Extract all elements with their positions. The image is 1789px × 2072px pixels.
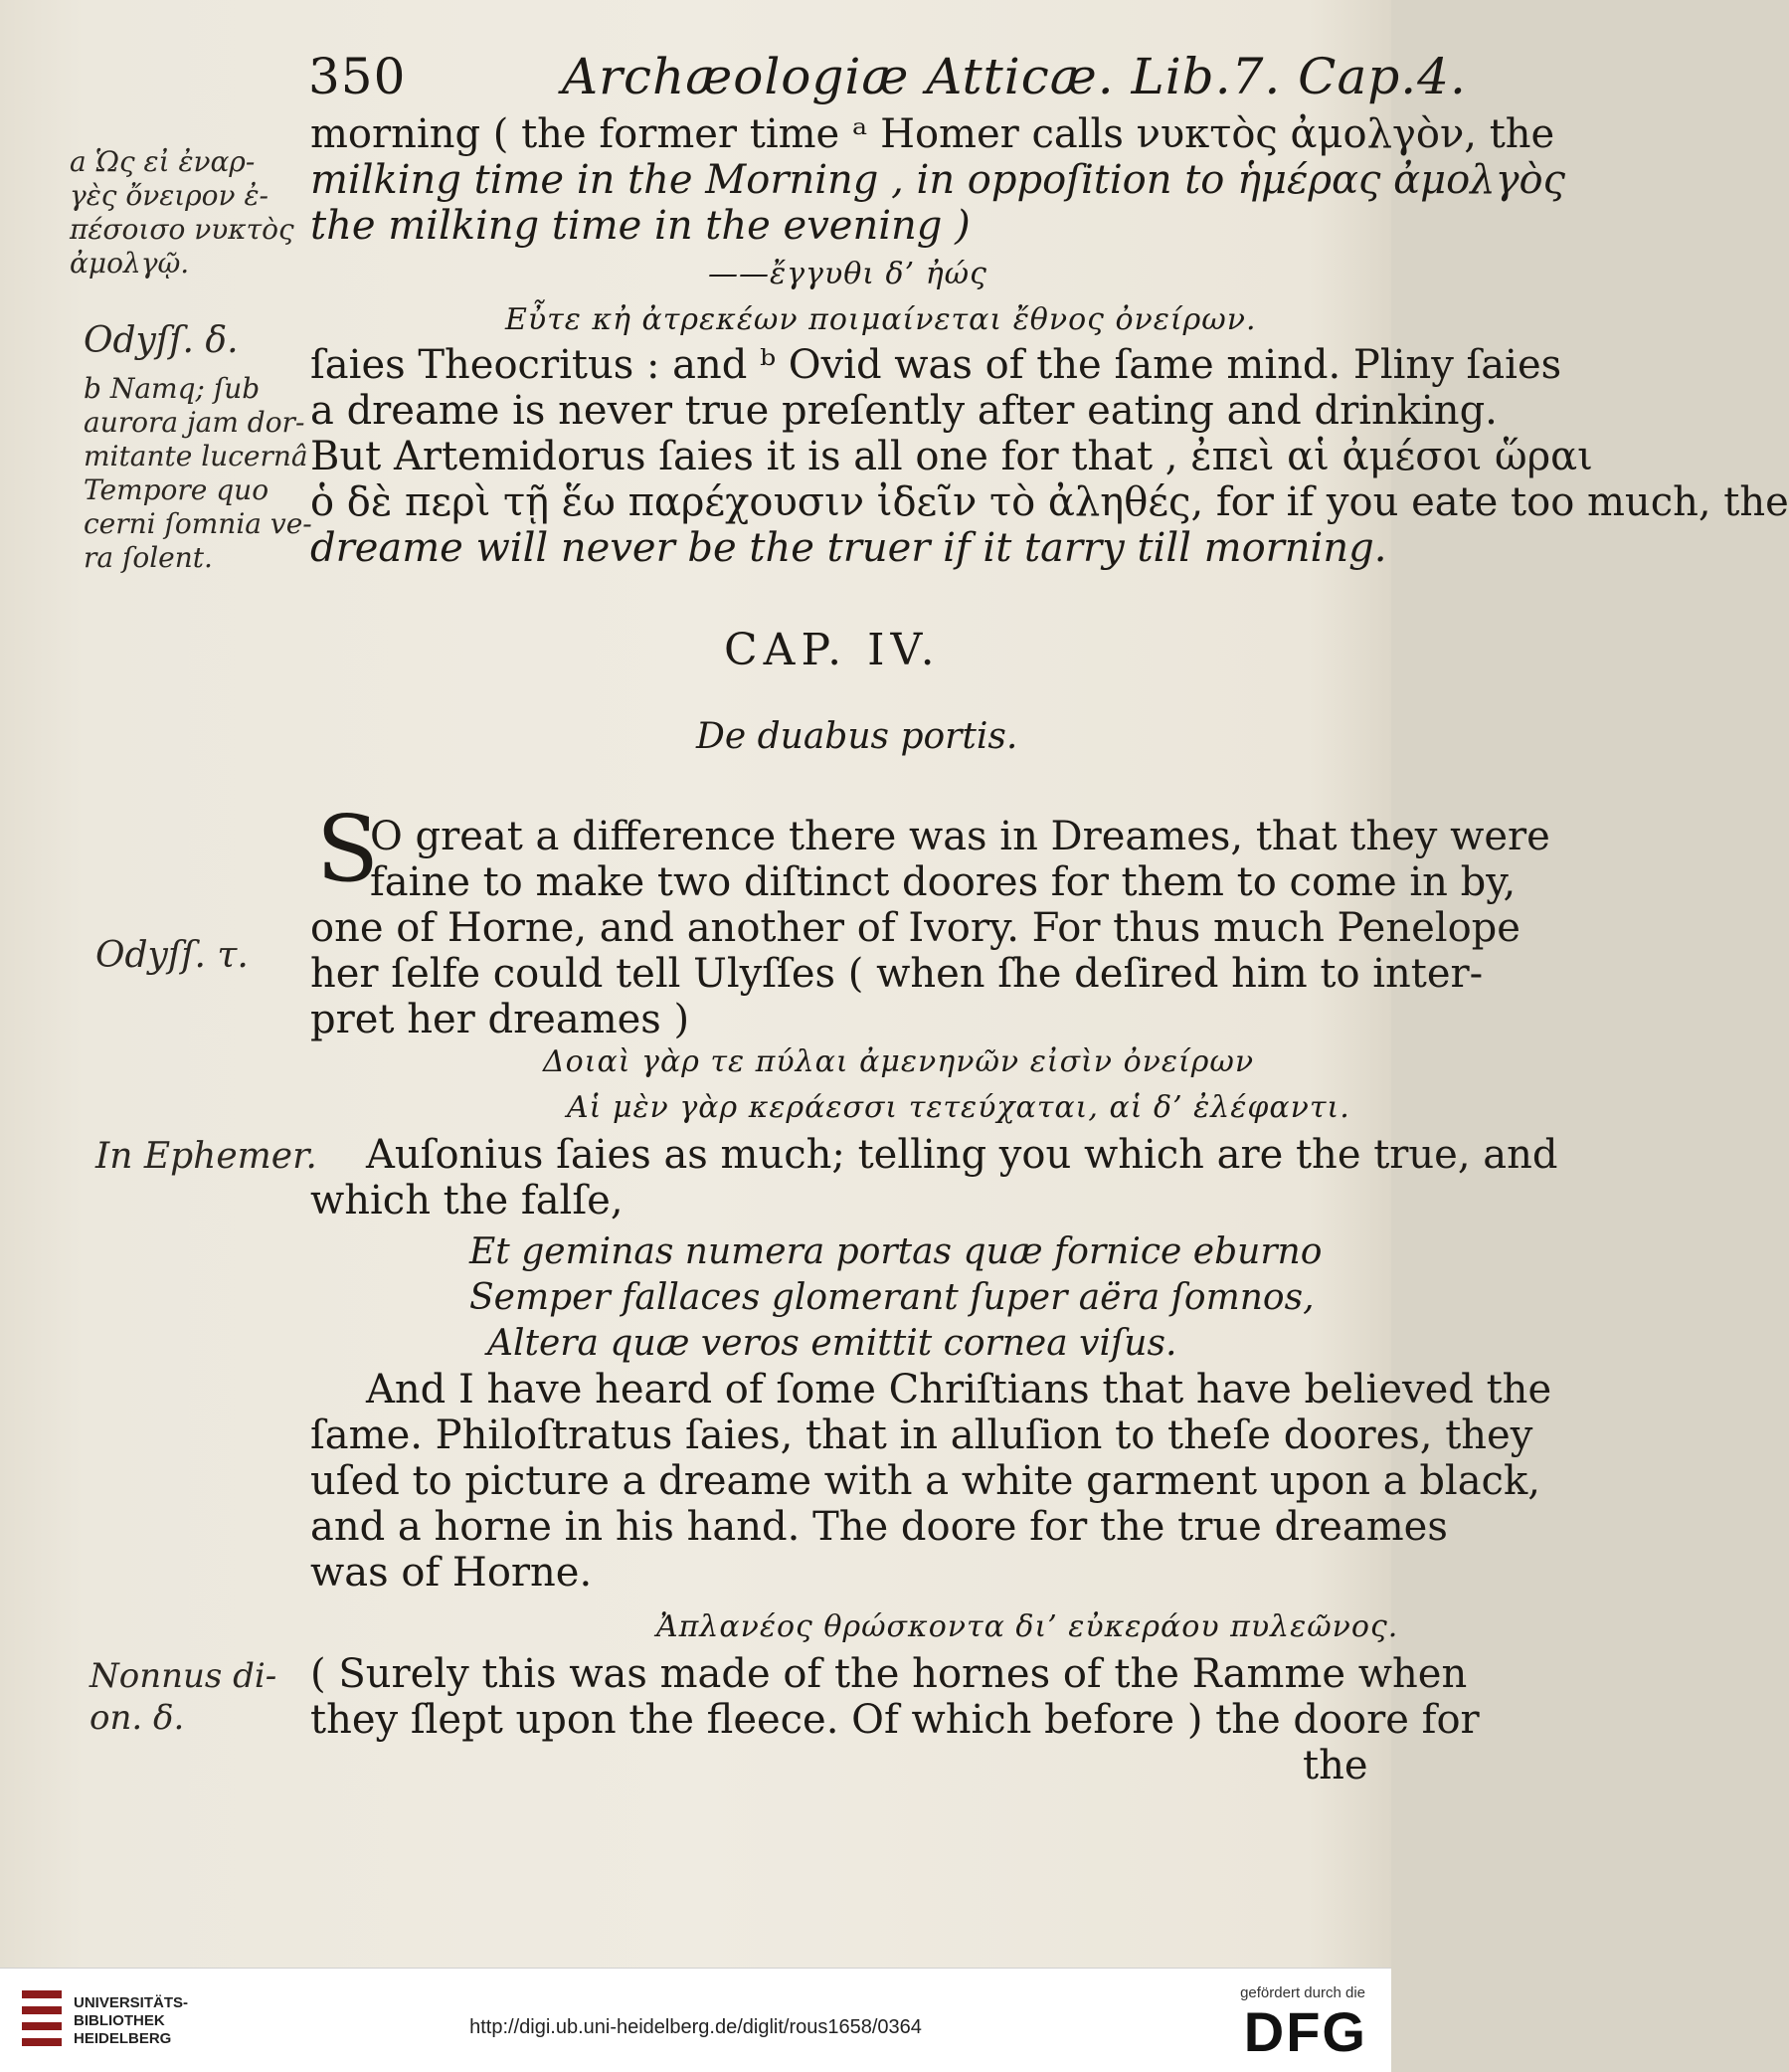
margin-note-a xyxy=(70,145,294,281)
text-line: Auſonius ſaies as much; telling you which are the true, and xyxy=(366,1132,1558,1178)
text-line: and a horne in his hand. The doore for the true dreames xyxy=(310,1504,1448,1550)
margin-line: cerni ſomnia ve- xyxy=(84,507,312,540)
text-line: which the falſe, xyxy=(310,1178,624,1224)
text-line: they ſlept upon the fleece. Of which before ) the doore for xyxy=(310,1697,1480,1743)
greek-quote-line: Αἱ μὲν γὰρ κεράεσσι τετεύχαται, αἱ δ’ ἐλέφαντι. xyxy=(567,1090,1350,1125)
dfg-logo: DFG xyxy=(1243,2000,1367,2063)
margin-line: ἀμολγῷ. xyxy=(70,247,190,280)
margin-odyss-delta: Odyſſ. δ. xyxy=(84,320,239,361)
para-4 xyxy=(310,1651,1480,1743)
text-line: morning ( the former time ᵃ Homer calls νυκτὸς ἀμολγὸν, the xyxy=(310,111,1555,157)
text-line: O great a difference there was in Dreames, that they were xyxy=(370,814,1550,859)
chapter-subtitle: De duabus portis. xyxy=(696,716,1018,757)
margin-line: Tempore quo xyxy=(84,473,269,506)
margin-line: b Namq; ſub xyxy=(84,372,261,405)
margin-line: γὲς ὄνειρον ἐ- xyxy=(70,179,268,212)
text-line: faine to make two diſtinct doores for them to come in by, xyxy=(370,859,1517,905)
greek-quote-line: Δοιαὶ γὰρ τε πύλαι ἀμενηνῶν εἰσὶν ὀνείρων xyxy=(543,1044,1255,1079)
text-line: a dreame is never true preſently after eating and drinking. xyxy=(310,388,1498,434)
margin-note-b xyxy=(84,372,312,575)
para-1-top xyxy=(370,814,1550,905)
text-line: her ſelfe could tell Ulyſſes ( when ſhe deſired him to inter- xyxy=(310,951,1484,997)
text-line: ſame. Philoſtratus ſaies, that in alluſion to theſe doores, they xyxy=(310,1413,1533,1458)
viewer-footer xyxy=(0,1968,1391,2072)
text-line: dreame will never be the truer if it tarry till morning. xyxy=(310,525,1387,571)
text-line: one of Horne, and another of Ivory. For thus much Penelope xyxy=(310,905,1521,951)
greek-line: Ἀπλανέος θρώσκοντα δι’ εὐκεράου πυλεῶνος. xyxy=(656,1609,1399,1644)
text-line: But Artemidorus ſaies it is all one for that , ἐπεὶ αἱ ἀμέσοι ὥραι xyxy=(310,434,1593,479)
section-1-lines-2 xyxy=(310,342,1789,571)
text-line: uſed to picture a dreame with a white garment upon a black, xyxy=(310,1458,1540,1504)
margin-line: mitante lucernâ xyxy=(84,440,308,472)
margin-nonnus xyxy=(89,1655,276,1739)
running-title: Archæologiæ Atticæ. Lib.7. Cap.4. xyxy=(562,48,1467,105)
margin-line: a Ὡς εἰ ἐναρ- xyxy=(70,145,256,178)
margin-in-ephemer: In Ephemer. xyxy=(95,1136,317,1177)
para-3 xyxy=(310,1367,1551,1596)
text-line: the milking time in the evening ) xyxy=(310,203,971,249)
text-line: Et geminas numera portas quæ fornice eburno xyxy=(469,1231,1323,1272)
funding-note: gefördert durch die xyxy=(1240,1984,1365,2001)
text-line: pret her dreames ) xyxy=(310,997,690,1042)
text-line: milking time in the Morning , in oppoſition to ἡμέρας ἀμολγὸς xyxy=(310,157,1565,203)
para-2 xyxy=(310,1132,1557,1224)
para-1 xyxy=(310,905,1521,1042)
text-line: ὁ δὲ περὶ τῇ ἕω παρέχουσιν ἰδεῖν τὸ ἀληθές, for if you eate too much, the xyxy=(310,479,1789,525)
text-line: Semper fallaces glomerant ſuper aëra ſomnos, xyxy=(469,1277,1315,1318)
university-name: UNIVERSITÄTS- BIBLIOTHEK HEIDELBERG xyxy=(74,1994,189,2047)
permalink-url[interactable]: http://digi.ub.uni-heidelberg.de/diglit/rous1658/0364 xyxy=(469,2016,922,2038)
margin-line: πέσοισο νυκτὸς xyxy=(70,213,294,246)
greek-quote-line: Εὖτε κἠ ἀτρεκέων ποιμαίνεται ἔθνος ὀνείρων. xyxy=(505,302,1257,337)
margin-line: on. δ. xyxy=(89,1698,185,1738)
margin-line: Nonnus di- xyxy=(89,1656,277,1696)
chapter-heading: CAP. IV. xyxy=(724,625,941,675)
text-line: ( Surely this was made of the hornes of the Ramme when xyxy=(310,1651,1468,1697)
catchword: the xyxy=(1303,1743,1368,1789)
text-line: Altera quæ veros emittit cornea viſus. xyxy=(487,1323,1177,1364)
margin-line: aurora jam dor- xyxy=(84,406,305,439)
section-1-lines xyxy=(310,111,1565,249)
text-line: And I have heard of ſome Chriſtians that have believed the xyxy=(366,1367,1552,1413)
margin-line: ra ſolent. xyxy=(84,541,213,574)
text-line: was of Horne. xyxy=(310,1550,593,1596)
text-line: ſaies Theocritus : and ᵇ Ovid was of the ſame mind. Pliny ſaies xyxy=(310,342,1562,388)
drop-cap: S xyxy=(316,796,380,902)
margin-odyss-tau: Odyſſ. τ. xyxy=(95,935,249,976)
page-number: 350 xyxy=(308,48,407,105)
greek-quote-line: ——ἔγγυθι δ’ ἠώς xyxy=(708,257,987,291)
latin-quote xyxy=(469,1229,1322,1367)
